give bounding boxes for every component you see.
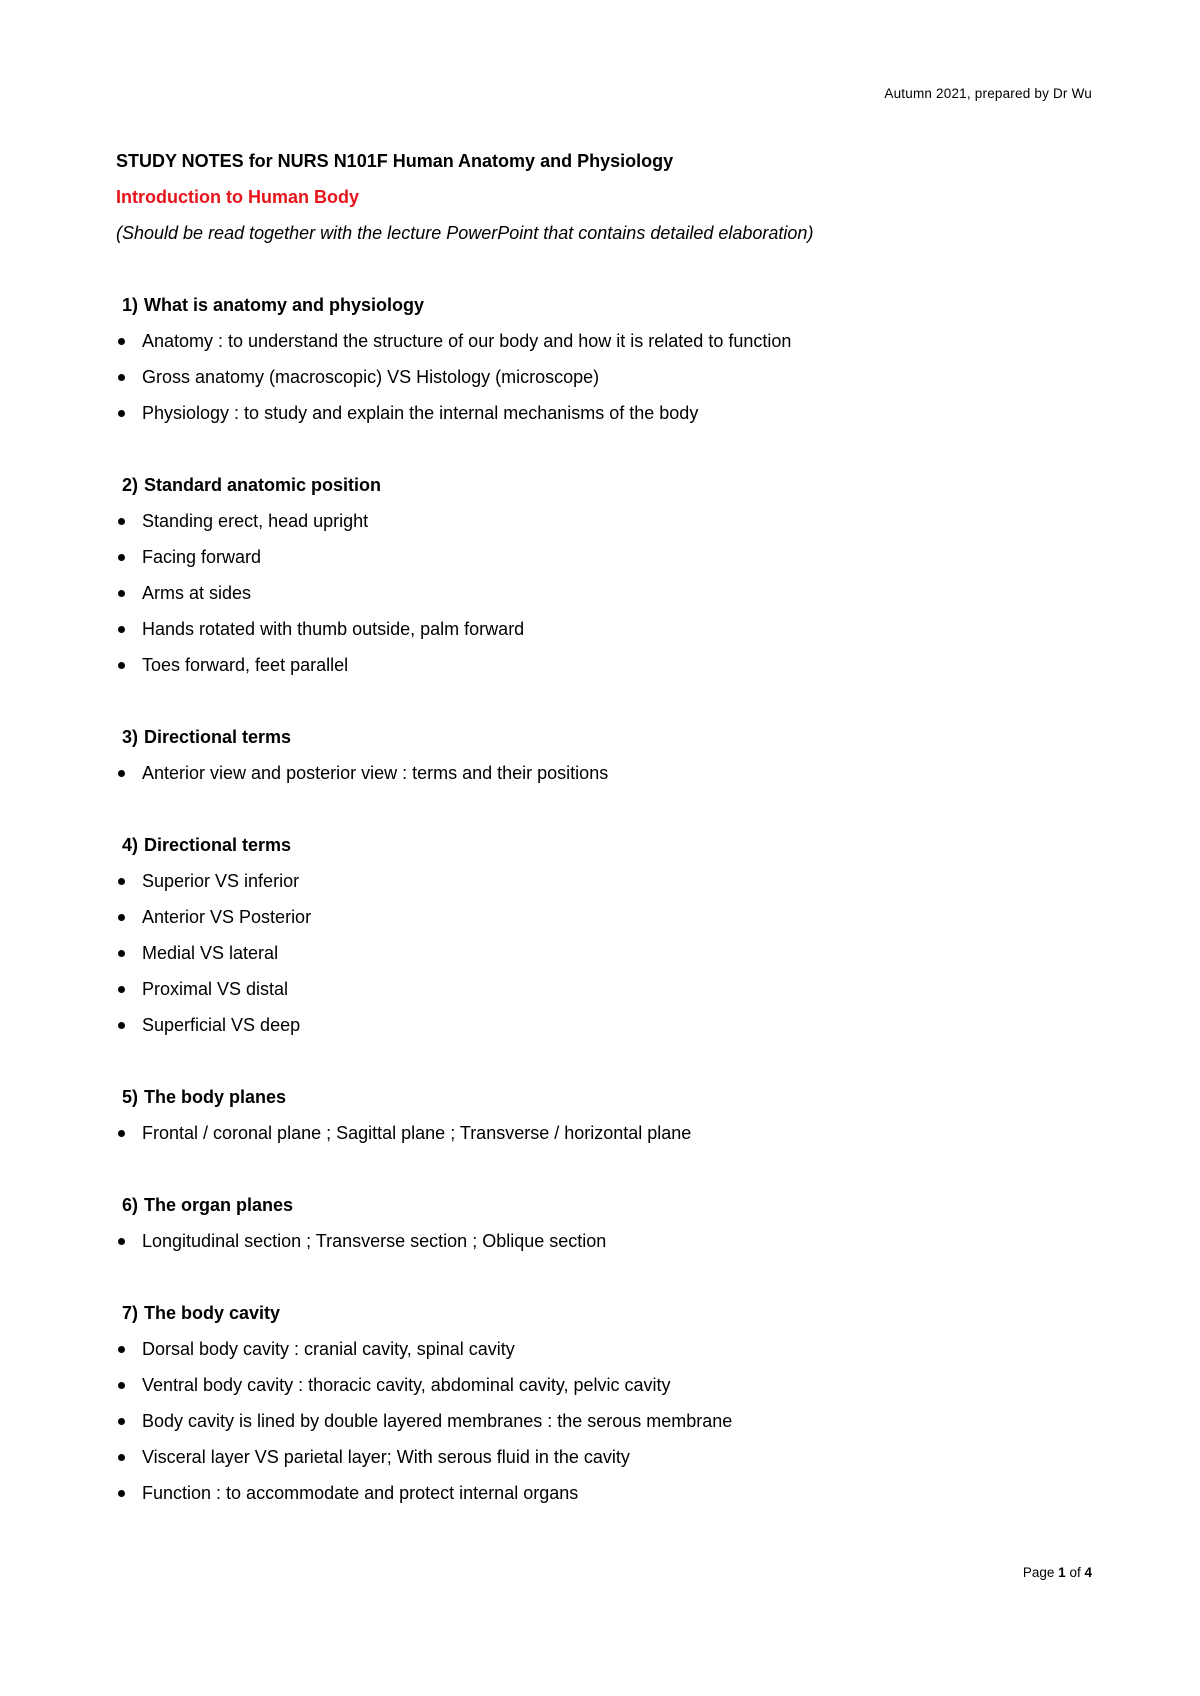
sections-container [116, 296, 1096, 1520]
page-of-label: of [1069, 1565, 1081, 1580]
list-item-text: Superior VS inferior [142, 871, 300, 891]
list-item [116, 980, 1096, 1016]
list-item-text: Longitudinal section ; Transverse section ; Oblique section [142, 1231, 607, 1251]
bullet-icon [118, 374, 125, 381]
section-number: 1) [122, 295, 139, 315]
list-item [116, 584, 1096, 620]
list-item-text: Dorsal body cavity : cranial cavity, spinal cavity [142, 1339, 515, 1359]
section-heading-text: Directional terms [144, 835, 292, 855]
bullet-icon [118, 518, 125, 525]
document-subtitle: Introduction to Human Body [116, 187, 359, 207]
section [116, 1196, 1096, 1268]
list-item-text: Proximal VS distal [142, 979, 289, 999]
list-item-text: Anatomy : to understand the structure of our body and how it is related to function [142, 331, 792, 351]
section-number: 6) [122, 1195, 139, 1215]
page-label: Page [1022, 1565, 1055, 1580]
list-item-text: Standing erect, head upright [142, 511, 369, 531]
list-item [116, 512, 1096, 548]
section [116, 836, 1096, 1052]
bullet-icon [118, 986, 125, 993]
page-total: 4 [1084, 1565, 1092, 1580]
section-number: 2) [122, 475, 139, 495]
section-heading-text: Directional terms [144, 727, 292, 747]
list-item-text: Ventral body cavity : thoracic cavity, abdominal cavity, pelvic cavity [142, 1375, 671, 1395]
bullet-icon [118, 914, 125, 921]
list-item [116, 1232, 1096, 1268]
list-item [116, 764, 1096, 800]
list-item [116, 1412, 1096, 1448]
bullet-icon [118, 1346, 125, 1353]
list-item-text: Function : to accommodate and protect internal organs [142, 1483, 579, 1503]
bullet-list [116, 512, 1096, 692]
section-number: 3) [122, 727, 139, 747]
bullet-icon [118, 590, 125, 597]
list-item [116, 1016, 1096, 1052]
list-item-text: Superficial VS deep [142, 1015, 301, 1035]
list-item [116, 1124, 1096, 1160]
section [116, 1304, 1096, 1520]
bullet-icon [118, 1418, 125, 1425]
document-note: (Should be read together with the lecture PowerPoint that contains detailed elaboration) [116, 223, 814, 243]
section [116, 296, 1096, 440]
section-heading [122, 836, 1096, 872]
section-heading-text: The organ planes [144, 1195, 294, 1215]
section-heading [122, 1304, 1096, 1340]
list-item [116, 332, 1096, 368]
list-item-text: Gross anatomy (macroscopic) VS Histology (microscope) [142, 367, 600, 387]
section [116, 1088, 1096, 1160]
page-header: Autumn 2021, prepared by Dr Wu [884, 86, 1092, 101]
list-item-text: Hands rotated with thumb outside, palm forward [142, 619, 525, 639]
section-number: 5) [122, 1087, 139, 1107]
list-item [116, 1484, 1096, 1520]
list-item [116, 908, 1096, 944]
section-heading [122, 1088, 1096, 1124]
list-item-text: Physiology : to study and explain the internal mechanisms of the body [142, 403, 699, 423]
document-body [116, 152, 1096, 1520]
section-heading-text: The body cavity [144, 1303, 281, 1323]
bullet-icon [118, 1130, 125, 1137]
section-heading [122, 296, 1096, 332]
list-item [116, 404, 1096, 440]
page-current: 1 [1058, 1565, 1066, 1580]
bullet-icon [118, 1382, 125, 1389]
section-number: 7) [122, 1303, 139, 1323]
bullet-icon [118, 770, 125, 777]
list-item [116, 1340, 1096, 1376]
section-heading [122, 1196, 1096, 1232]
bullet-list [116, 872, 1096, 1052]
list-item-text: Toes forward, feet parallel [142, 655, 349, 675]
bullet-icon [118, 1022, 125, 1029]
list-item [116, 548, 1096, 584]
list-item [116, 872, 1096, 908]
list-item [116, 656, 1096, 692]
list-item [116, 620, 1096, 656]
section-heading [122, 476, 1096, 512]
bullet-icon [118, 662, 125, 669]
list-item-text: Anterior view and posterior view : terms and their positions [142, 763, 609, 783]
bullet-list [116, 1232, 1096, 1268]
document-title: STUDY NOTES for NURS N101F Human Anatomy and Physiology [116, 151, 674, 171]
section [116, 476, 1096, 692]
bullet-icon [118, 878, 125, 885]
list-item-text: Arms at sides [142, 583, 252, 603]
list-item [116, 368, 1096, 404]
bullet-icon [118, 950, 125, 957]
list-item [116, 944, 1096, 980]
list-item-text: Frontal / coronal plane ; Sagittal plane ; Transverse / horizontal plane [142, 1123, 692, 1143]
bullet-icon [118, 1238, 125, 1245]
bullet-icon [118, 1454, 125, 1461]
section [116, 728, 1096, 800]
bullet-icon [118, 338, 125, 345]
list-item-text: Visceral layer VS parietal layer; With serous fluid in the cavity [142, 1447, 630, 1467]
list-item-text: Facing forward [142, 547, 262, 567]
bullet-icon [118, 1490, 125, 1497]
section-heading-text: What is anatomy and physiology [144, 295, 425, 315]
bullet-list [116, 764, 1096, 800]
section-heading-text: Standard anatomic position [144, 475, 382, 495]
list-item-text: Anterior VS Posterior [142, 907, 312, 927]
list-item [116, 1376, 1096, 1412]
section-number: 4) [122, 835, 139, 855]
list-item-text: Body cavity is lined by double layered membranes : the serous membrane [142, 1411, 733, 1431]
bullet-icon [118, 626, 125, 633]
bullet-list [116, 332, 1096, 440]
list-item [116, 1448, 1096, 1484]
bullet-icon [118, 554, 125, 561]
bullet-list [116, 1340, 1096, 1520]
section-heading-text: The body planes [144, 1087, 287, 1107]
bullet-list [116, 1124, 1096, 1160]
page-footer [1023, 1565, 1092, 1580]
bullet-icon [118, 410, 125, 417]
section-heading [122, 728, 1096, 764]
list-item-text: Medial VS lateral [142, 943, 279, 963]
